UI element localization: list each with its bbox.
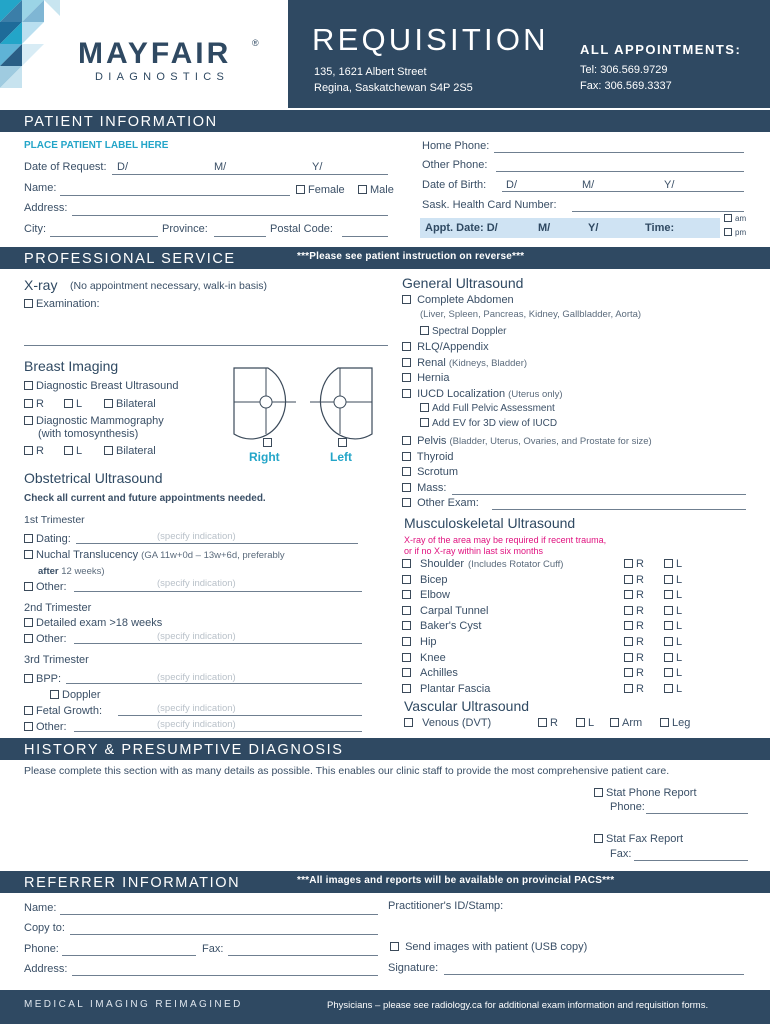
province-field[interactable] [214, 236, 266, 237]
msk-item-r[interactable]: R [624, 574, 644, 586]
msk-item-r[interactable]: R [624, 558, 644, 570]
general-abdomen-sub: (Liver, Spleen, Pancreas, Kidney, Gallbladder, Aorta) [420, 309, 642, 320]
right-checkbox[interactable] [263, 437, 275, 449]
other-phone-field[interactable] [496, 171, 744, 172]
stat-fax-label: Fax: [610, 848, 632, 860]
stat-fax-field[interactable] [634, 860, 748, 861]
appt-date-m: M/ [538, 222, 551, 234]
obs-t3-other-spec: (specify indication) [157, 719, 236, 730]
msk-item-5[interactable] [402, 636, 437, 648]
obs-doppler-checkbox[interactable]: Doppler [50, 689, 101, 701]
msk-item-r[interactable]: R [624, 620, 644, 632]
title-address-2: Regina, Saskatchewan S4P 2S5 [314, 82, 473, 94]
general-spectral-checkbox[interactable]: Spectral Doppler [420, 326, 506, 337]
obs-t2: 2nd Trimester [24, 602, 92, 614]
xray-subtitle: (No appointment necessary, walk-in basis) [70, 280, 268, 292]
referrer-name-label: Name: [24, 902, 57, 914]
msk-item-label: Elbow [420, 589, 450, 602]
msk-item-checkbox[interactable] [402, 621, 411, 630]
obs-bpp-spec: (specify indication) [157, 672, 236, 683]
referrer-name-field[interactable] [60, 914, 378, 915]
obs-t1-other-checkbox[interactable]: Other: [24, 581, 67, 593]
xray-exam-checkbox[interactable]: Examination: [24, 298, 100, 310]
msk-item-label: Bicep [420, 573, 448, 586]
msk-item-7[interactable] [402, 667, 458, 679]
date-request-m: M/ [214, 161, 227, 173]
xray-exam-field[interactable] [24, 345, 388, 346]
obs-t1-other-field[interactable] [74, 591, 362, 592]
am-checkbox[interactable]: am [724, 214, 746, 223]
city-label: City: [24, 223, 46, 235]
msk-item-checkbox[interactable] [402, 637, 411, 646]
brand-reg: ® [252, 38, 259, 48]
referrer-phone-field[interactable] [62, 955, 196, 956]
right-breast-diagram[interactable] [228, 364, 300, 440]
general-mass-checkbox[interactable]: Mass: [402, 482, 446, 494]
msk-item-r[interactable]: R [624, 589, 644, 601]
msk-item-0[interactable] [402, 558, 563, 570]
male-checkbox[interactable]: Male [358, 184, 394, 196]
obs-t2-other-field[interactable] [74, 643, 362, 644]
msk-item-label: Hip [420, 636, 437, 648]
brand-name: MAYFAIR [78, 37, 232, 70]
professional-service-header: PROFESSIONAL SERVICE ***Please see patient instruction on reverse*** [0, 247, 770, 269]
breast-tomo: (with tomosynthesis) [38, 428, 139, 440]
general-title: General Ultrasound [402, 275, 524, 291]
date-request-label: Date of Request: [24, 161, 107, 173]
footer [0, 990, 770, 1024]
breast-dbu-bilateral[interactable]: Bilateral [104, 398, 156, 410]
brand-sub: DIAGNOSTICS [95, 71, 230, 83]
dob-m: M/ [582, 179, 595, 191]
professional-note: ***Please see patient instruction on reverse*** [297, 251, 525, 262]
pm-checkbox[interactable]: pm [724, 228, 746, 237]
footer-tagline: MEDICAL IMAGING REIMAGINED [24, 999, 243, 1010]
general-scrotum-checkbox[interactable]: Scrotum [402, 466, 458, 478]
msk-note-1: X-ray of the area may be required if recent trauma, [404, 535, 607, 545]
address-field[interactable] [72, 215, 388, 216]
general-rlq-checkbox[interactable]: RLQ/Appendix [402, 341, 489, 353]
general-other-checkbox[interactable]: Other Exam: [402, 497, 479, 509]
msk-item-label: Baker's Cyst [420, 620, 482, 633]
referrer-address-label: Address: [24, 963, 68, 975]
general-pelvic-checkbox[interactable]: Add Full Pelvic Assessment [420, 403, 555, 414]
msk-item-l[interactable]: L [664, 558, 682, 570]
home-phone-field[interactable] [494, 152, 744, 153]
female-checkbox[interactable]: Female [296, 184, 345, 196]
msk-item-r[interactable]: R [624, 605, 644, 617]
general-other-field[interactable] [492, 509, 746, 510]
msk-item-checkbox[interactable] [402, 606, 411, 615]
obs-fetal-checkbox[interactable]: Fetal Growth: [24, 705, 102, 717]
msk-item-r[interactable]: R [624, 683, 644, 695]
patient-info-header: PATIENT INFORMATION [0, 110, 770, 132]
breast-dm-bilateral[interactable]: Bilateral [104, 445, 156, 457]
home-phone-label: Home Phone: [422, 140, 490, 152]
msk-item-1[interactable] [402, 574, 448, 586]
msk-title: Musculoskeletal Ultrasound [404, 515, 576, 531]
obs-t3-other-field[interactable] [74, 731, 362, 732]
msk-item-label: Shoulder [420, 558, 465, 570]
general-iucd-checkbox[interactable]: IUCD Localization (Uterus only) [402, 388, 563, 400]
obs-t1-other-spec: (specify indication) [157, 578, 236, 589]
msk-item-checkbox[interactable] [402, 668, 411, 677]
obs-t2-other-checkbox[interactable]: Other: [24, 633, 67, 645]
msk-item-l[interactable]: L [664, 620, 682, 632]
breast-dm-l[interactable]: L [64, 445, 82, 457]
msk-item-l[interactable]: L [664, 574, 682, 586]
vascular-title: Vascular Ultrasound [404, 698, 530, 714]
obs-after: after 12 weeks) [38, 566, 105, 577]
msk-item-checkbox[interactable] [402, 653, 411, 662]
msk-item-checkbox[interactable] [402, 684, 411, 693]
health-card-label: Sask. Health Card Number: [422, 199, 557, 211]
appt-date-label: Appt. Date: D/ [425, 222, 498, 234]
left-label: Left [330, 450, 352, 464]
referrer-header: REFERRER INFORMATION ***All images and reports will be available on provincial PACS*** [0, 871, 770, 893]
referrer-copy-label: Copy to: [24, 922, 65, 934]
obs-bpp-checkbox[interactable]: BPP: [24, 673, 61, 685]
obs-check-note: Check all current and future appointments needed. [24, 493, 266, 504]
obs-title: Obstetrical Ultrasound [24, 470, 163, 486]
msk-item-label: Plantar Fascia [420, 682, 491, 695]
referrer-address-field[interactable] [72, 975, 378, 976]
msk-item-checkbox[interactable] [402, 590, 411, 599]
msk-item-l[interactable]: L [664, 652, 682, 664]
title-address-1: 135, 1621 Albert Street [314, 66, 427, 78]
msk-item-label: Achilles [420, 667, 458, 680]
msk-item-2[interactable] [402, 589, 450, 601]
history-field[interactable] [24, 782, 584, 866]
general-hernia-checkbox[interactable]: Hernia [402, 372, 449, 384]
obs-t2-other-spec: (specify indication) [157, 631, 236, 642]
msk-item-l[interactable]: L [664, 683, 682, 695]
vascular-arm[interactable]: Arm [610, 717, 642, 729]
breast-dm-r[interactable]: R [24, 445, 44, 457]
general-thyroid-checkbox[interactable]: Thyroid [402, 451, 454, 463]
dob-field[interactable] [502, 191, 744, 192]
msk-item-3[interactable] [402, 605, 489, 617]
stat-phone-checkbox[interactable]: Stat Phone Report [594, 787, 697, 799]
other-phone-label: Other Phone: [422, 159, 488, 171]
msk-item-checkbox[interactable] [402, 559, 411, 568]
title-tel: Tel: 306.569.9729 [580, 64, 668, 76]
breast-dbu-checkbox[interactable]: Diagnostic Breast Ultrasound [24, 380, 178, 392]
left-checkbox[interactable] [338, 437, 350, 449]
footer-physicians-note: Physicians – please see radiology.ca for additional exam information and requisition forms. [327, 1000, 709, 1011]
right-label: Right [249, 450, 280, 464]
signature-field[interactable] [444, 974, 744, 975]
appt-time-label: Time: [645, 222, 675, 234]
dob-label: Date of Birth: [422, 179, 487, 191]
vascular-r[interactable]: R [538, 717, 558, 729]
title-panel [288, 0, 770, 108]
title-fax: Fax: 306.569.3337 [580, 80, 672, 92]
date-request-d: D/ [117, 161, 128, 173]
logo-pattern [0, 0, 60, 108]
msk-item-l[interactable]: L [664, 605, 682, 617]
health-card-field[interactable] [572, 211, 744, 212]
vascular-l[interactable]: L [576, 717, 594, 729]
left-breast-diagram[interactable] [306, 364, 378, 440]
msk-item-8[interactable] [402, 683, 490, 695]
date-request-y: Y/ [312, 161, 323, 173]
usb-checkbox[interactable]: Send images with patient (USB copy) [390, 941, 587, 953]
msk-shoulder-sub: (Includes Rotator Cuff) [468, 559, 564, 570]
address-label: Address: [24, 202, 68, 214]
msk-item-4[interactable] [402, 620, 481, 632]
msk-item-r[interactable]: R [624, 652, 644, 664]
stat-fax-checkbox[interactable]: Stat Fax Report [594, 833, 683, 845]
vascular-venous-checkbox[interactable]: Venous (DVT) [404, 717, 491, 729]
msk-note-2: or if no X-ray within last six months [404, 546, 544, 556]
obs-detailed-checkbox[interactable]: Detailed exam >18 weeks [24, 617, 162, 629]
general-mass-field[interactable] [452, 494, 746, 495]
breast-dm-checkbox[interactable]: Diagnostic Mammography [24, 415, 164, 427]
general-ev-checkbox[interactable]: Add EV for 3D view of IUCD [420, 418, 557, 429]
breast-title: Breast Imaging [24, 358, 119, 374]
breast-dbu-l[interactable]: L [64, 398, 82, 410]
referrer-note: ***All images and reports will be available on provincial PACS*** [297, 875, 615, 886]
msk-item-l[interactable]: L [664, 667, 682, 679]
msk-item-r[interactable]: R [624, 667, 644, 679]
obs-dating-spec: (specify indication) [157, 531, 236, 542]
obs-fetal-spec: (specify indication) [157, 703, 236, 714]
referrer-fax-label: Fax: [202, 943, 224, 955]
name-label: Name: [24, 182, 57, 194]
postal-field[interactable] [342, 236, 388, 237]
obs-fetal-field[interactable] [118, 715, 362, 716]
msk-item-l[interactable]: L [664, 636, 682, 648]
msk-item-l[interactable]: L [664, 589, 682, 601]
dob-d: D/ [506, 179, 517, 191]
title-requisition: REQUISITION [312, 22, 549, 57]
history-text: Please complete this section with as many details as possible. This enables our clinic staff to provide the most comprehensive patient care. [24, 765, 670, 777]
obs-dating-field[interactable] [76, 543, 358, 544]
breast-dbu-r[interactable]: R [24, 398, 44, 410]
practitioner-label: Practitioner's ID/Stamp: [388, 900, 504, 912]
obs-t3-other-checkbox[interactable]: Other: [24, 721, 67, 733]
stat-phone-field[interactable] [646, 813, 748, 814]
referrer-phone-label: Phone: [24, 943, 59, 955]
msk-item-6[interactable] [402, 652, 446, 664]
obs-nt-checkbox[interactable]: Nuchal Translucency (GA 11w+0d – 13w+6d, preferably [24, 549, 285, 561]
obs-t3: 3rd Trimester [24, 654, 89, 666]
city-field[interactable] [50, 236, 158, 237]
province-label: Province: [162, 223, 208, 235]
date-request-field[interactable] [112, 174, 388, 175]
name-field[interactable] [60, 195, 290, 196]
msk-item-label: Knee [420, 651, 446, 664]
obs-bpp-field[interactable] [66, 683, 362, 684]
signature-label: Signature: [388, 962, 439, 974]
msk-item-checkbox[interactable] [402, 575, 411, 584]
obs-t1: 1st Trimester [24, 514, 85, 526]
postal-label: Postal Code: [270, 223, 333, 235]
patient-label-here: PLACE PATIENT LABEL HERE [24, 140, 169, 151]
title-appointments: ALL APPOINTMENTS: [580, 42, 742, 57]
msk-item-label: Carpal Tunnel [420, 604, 489, 617]
referrer-fax-field[interactable] [228, 955, 378, 956]
dob-y: Y/ [664, 179, 675, 191]
general-pelvis-checkbox[interactable]: Pelvis (Bladder, Uterus, Ovaries, and Prostate for size) [402, 435, 652, 447]
vascular-leg[interactable]: Leg [660, 717, 690, 729]
xray-title: X-ray [24, 277, 58, 293]
stat-phone-label: Phone: [610, 801, 645, 813]
referrer-copy-field[interactable] [70, 934, 378, 935]
general-renal-checkbox[interactable]: Renal (Kidneys, Bladder) [402, 357, 527, 369]
obs-dating-checkbox[interactable]: Dating: [24, 533, 71, 545]
general-abdomen-checkbox[interactable]: Complete Abdomen [402, 294, 514, 306]
history-header: HISTORY & PRESUMPTIVE DIAGNOSIS [0, 738, 770, 760]
appt-date-y: Y/ [588, 222, 599, 234]
msk-item-r[interactable]: R [624, 636, 644, 648]
